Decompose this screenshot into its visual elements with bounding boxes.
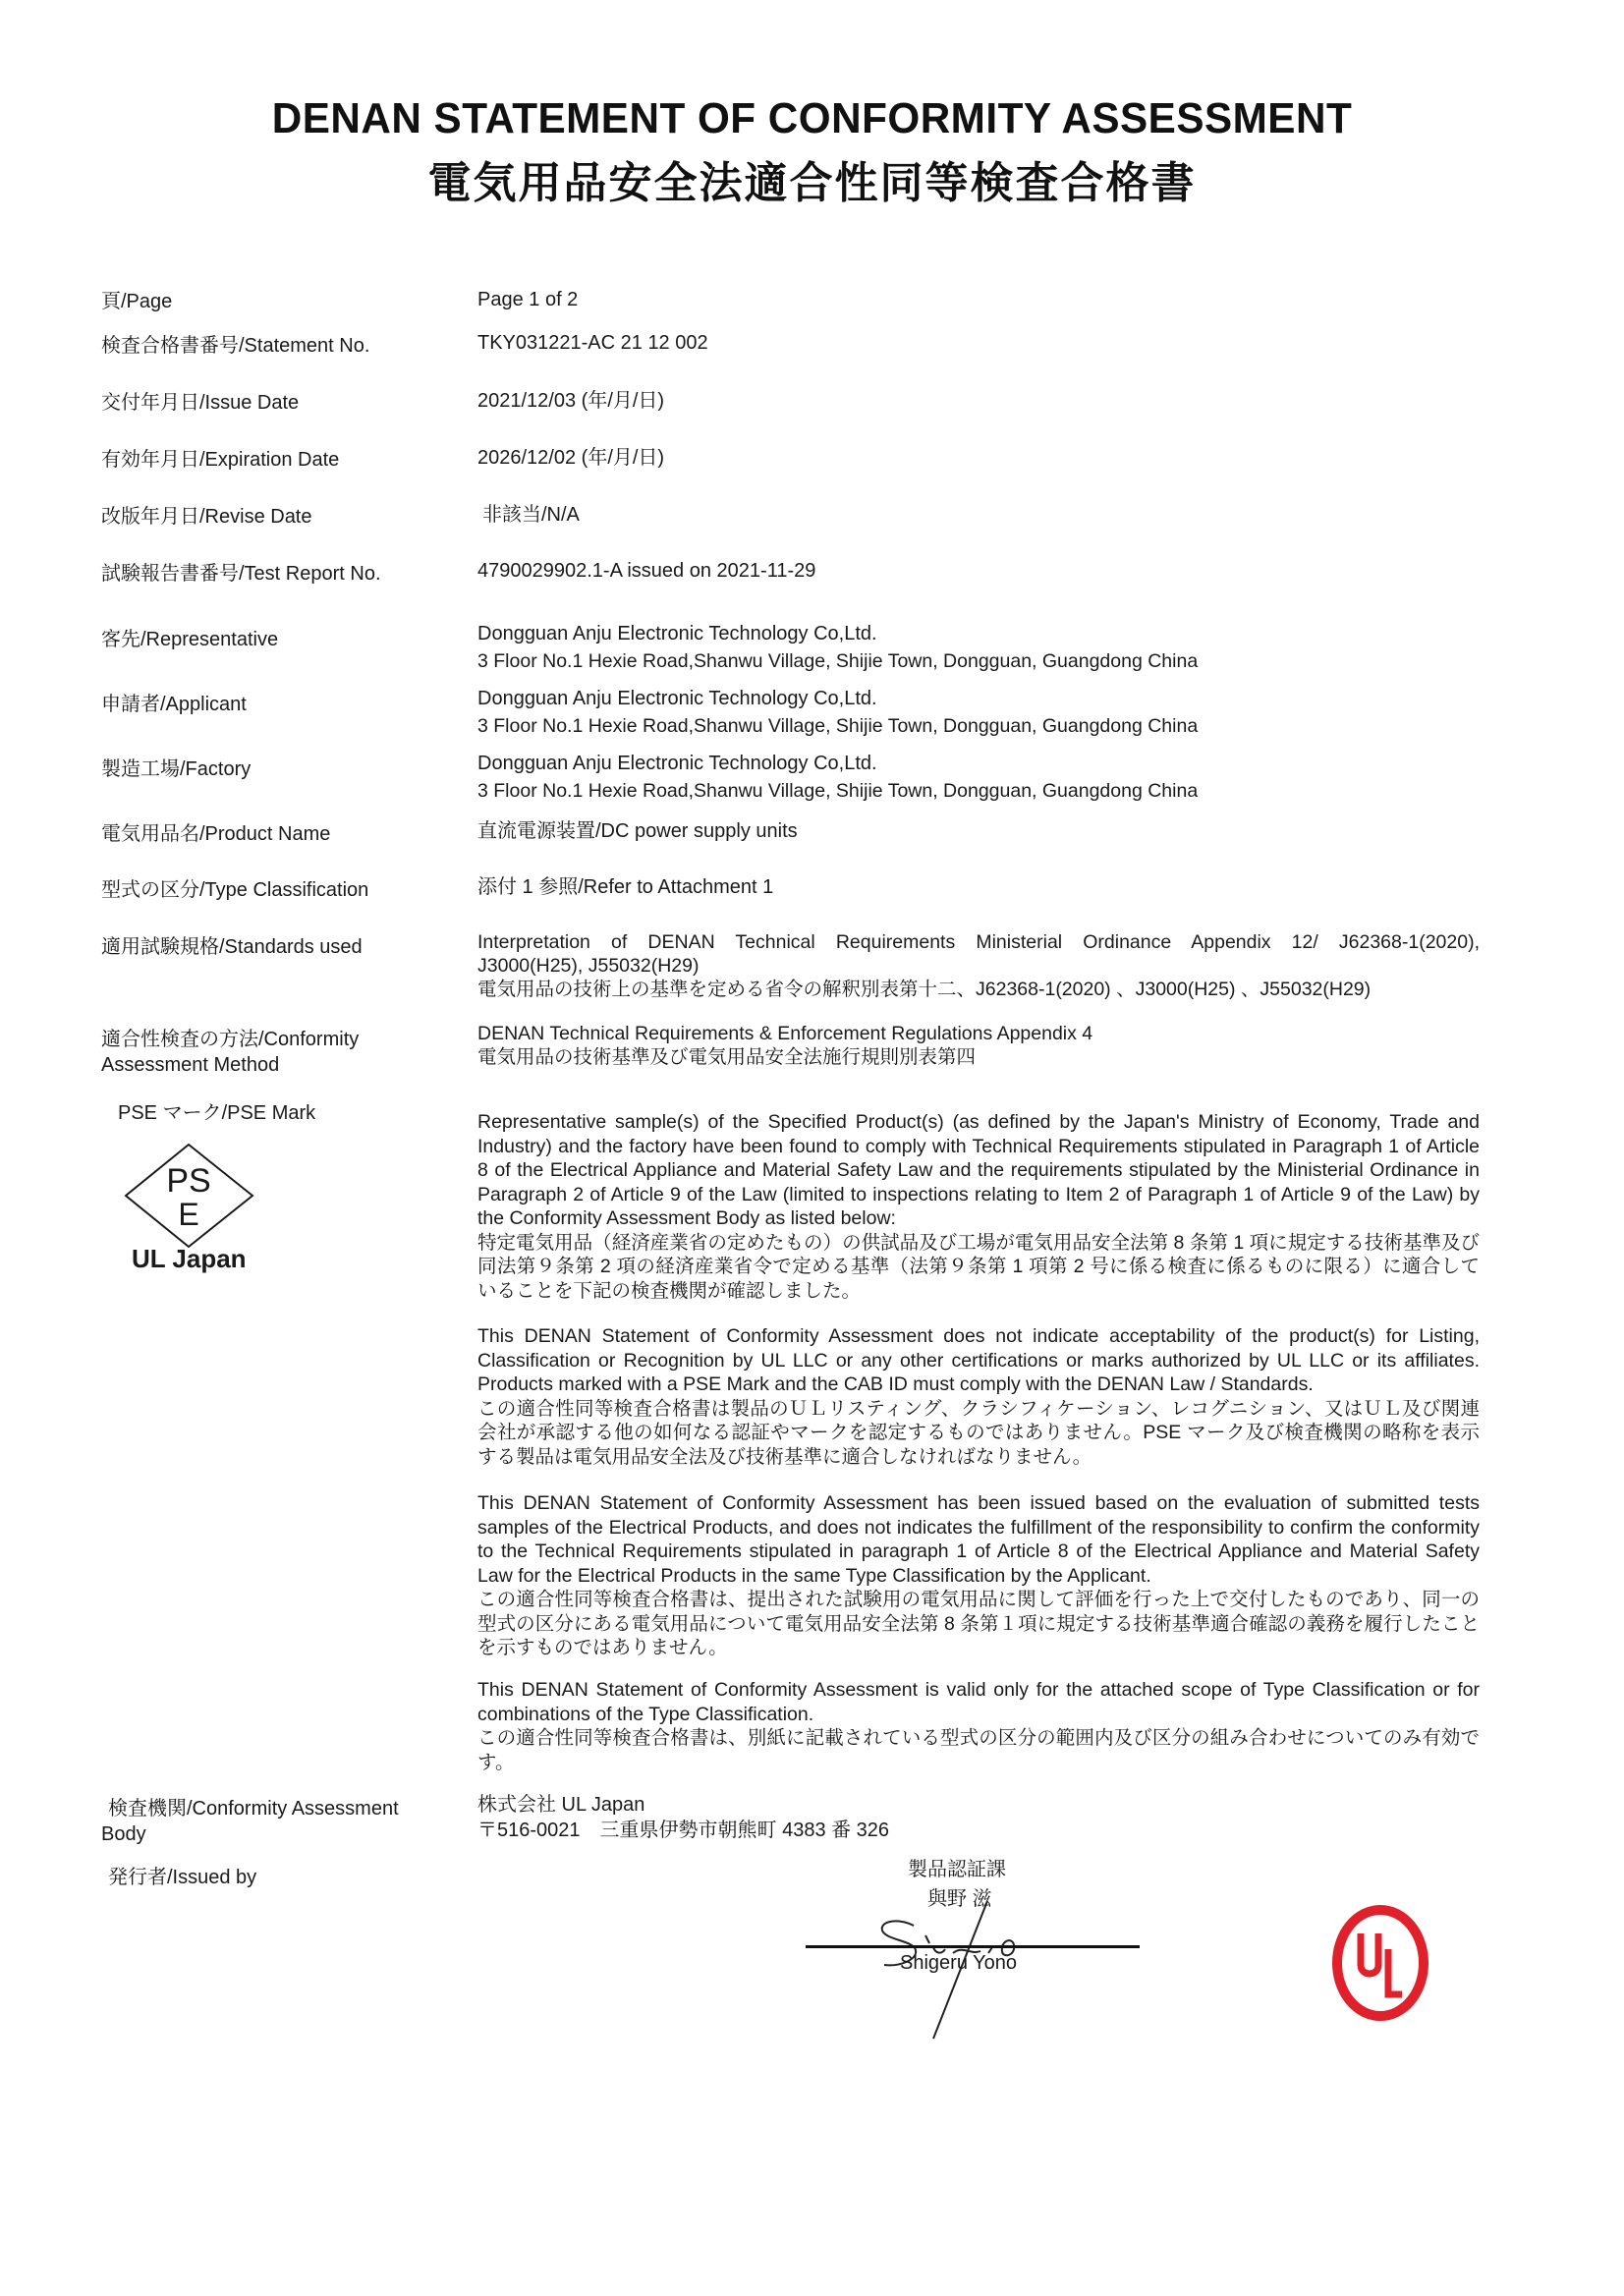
statement-paragraph-2 <box>477 1324 1480 1469</box>
standards-line-3: 電気用品の技術上の基準を定める省令の解釈別表第十二、J62368-1(2020) 、J3000(H25) 、J55032(H29) <box>477 979 1372 1000</box>
method-line-1: DENAN Technical Requirements & Enforcement Regulations Appendix 4 <box>477 1023 1093 1044</box>
field-value-issue-date: 2021/12/03 (年/月/日) <box>477 390 665 412</box>
field-value-test-report-no: 4790029902.1-A issued on 2021-11-29 <box>477 560 816 582</box>
ul-logo-icon <box>1331 1904 1429 2022</box>
field-value-type-classification: 添付 1 参照/Refer to Attachment 1 <box>477 876 774 898</box>
field-label-body-1: 検査機関/Conformity Assessment <box>108 1798 399 1820</box>
statement-paragraph-4 <box>477 1678 1480 1774</box>
pse-mark-label: PSE マーク/PSE Mark <box>118 1102 316 1124</box>
paragraph-1-jp: 特定電気用品（経済産業省の定めたもの）の供試品及び工場が電気用品安全法第 8 条第 1 項に規定する技術基準及び同法第９条第 2 項の経済産業省令で定める基準（法第９条第 1 項第 2 号に係る検査に係るものに限る）に適合していることを下記の検査機関が確認しました。 <box>477 1231 1480 1302</box>
field-value-statement-no: TKY031221-AC 21 12 002 <box>477 332 708 354</box>
standards-line-2: J3000(H25), J55032(H29) <box>477 955 700 977</box>
document-title-jp: 電気用品安全法適合性同等検査合格書 <box>427 159 1197 207</box>
factory-address: 3 Floor No.1 Hexie Road,Shanwu Village, Shijie Town, Dongguan, Guangdong China <box>477 780 1199 802</box>
field-label-representative: 客先/Representative <box>101 629 279 650</box>
body-address: 〒516-0021 三重県伊勢市朝熊町 4383 番 326 <box>477 1820 890 1841</box>
paragraph-1-en: Representative sample(s) of the Specified Product(s) (as defined by the Japan's Ministry of Economy, Trade and Industry) and the factory have been found to comply with Technical Requirements stipulated in Paragraph 1 of Article 8 of the Electrical Appliance and Material Safety Law and the requirements stipulated by the Ministerial Ordinance in Paragraph 2 of Article 9 of the Law (limited to inspections relating to Item 2 of Paragraph 1 of Article 9 of the Law) by the Conformity Assessment Body as listed below: <box>477 1111 1480 1229</box>
pse-issuer-label: UL Japan <box>132 1244 247 1273</box>
applicant-address: 3 Floor No.1 Hexie Road,Shanwu Village, Shijie Town, Dongguan, Guangdong China <box>477 715 1199 737</box>
field-value-page: Page 1 of 2 <box>477 289 579 310</box>
field-label-revise-date: 改版年月日/Revise Date <box>101 506 312 528</box>
paragraph-4-en: This DENAN Statement of Conformity Assessment is valid only for the attached scope of Type Classification or for combinations of the Type Classification. <box>477 1679 1480 1725</box>
issuer-department: 製品認証課 <box>908 1859 1006 1880</box>
representative-address: 3 Floor No.1 Hexie Road,Shanwu Village, Shijie Town, Dongguan, Guangdong China <box>477 650 1199 672</box>
representative-name: Dongguan Anju Electronic Technology Co,Ltd. <box>477 623 877 644</box>
document-title-en: DENAN STATEMENT OF CONFORMITY ASSESSMENT <box>271 94 1353 142</box>
standards-line-1: Interpretation of DENAN Technical Requirements Ministerial Ordinance Appendix 12/ J62368-1(2020), <box>477 931 1480 953</box>
pse-mark-bottom-text: E <box>178 1197 199 1232</box>
field-value-expiration-date: 2026/12/02 (年/月/日) <box>477 447 665 469</box>
field-label-issue-date: 交付年月日/Issue Date <box>101 392 300 414</box>
field-label-statement-no: 検査合格書番号/Statement No. <box>101 335 370 357</box>
field-label-factory: 製造工場/Factory <box>101 758 252 780</box>
paragraph-3-en: This DENAN Statement of Conformity Assessment has been issued based on the evaluation of submitted tests samples of the Electrical Products, and does not indicates the fulfillment of the responsibility to confirm the conformity to the Technical Requirements stipulated in paragraph 1 of Article 8 of the Electrical Appliance and Material Safety Law for the Electrical Products in the same Type Classification by the Applicant. <box>477 1492 1480 1587</box>
field-label-expiration-date: 有効年月日/Expiration Date <box>101 449 340 471</box>
field-value-revise-date: 非該当/N/A <box>482 504 580 526</box>
paragraph-2-en: This DENAN Statement of Conformity Assessment does not indicate acceptability of the product(s) for Listing, Classification or Recognition by UL LLC or any other certifications or marks authorized by UL LLC or its affiliates. Products marked with a PSE Mark and the CAB ID must comply with the DENAN Law / Standards. <box>477 1325 1480 1395</box>
statement-paragraph-1 <box>477 1110 1480 1303</box>
field-label-applicant: 申請者/Applicant <box>101 694 247 715</box>
field-label-product-name: 電気用品名/Product Name <box>101 823 331 845</box>
method-line-2: 電気用品の技術基準及び電気用品安全法施行規則別表第四 <box>477 1046 977 1068</box>
field-label-method-1: 適合性検査の方法/Conformity <box>101 1029 360 1050</box>
body-name: 株式会社 UL Japan <box>477 1794 645 1816</box>
paragraph-2-jp: この適合性同等検査合格書は製品のＵＬリスティング、クラシフィケーション、レコグニション、又はＵＬ及び関連会社が承認する他の如何なる認証やマークを認定するものではありません。PSE マーク及び検査機関の略称を表示する製品は電気用品安全法及び技術基準に適合しなければなりません。 <box>477 1397 1480 1468</box>
field-label-issued-by: 発行者/Issued by <box>108 1867 257 1888</box>
field-label-standards: 適用試験規格/Standards used <box>101 936 363 958</box>
applicant-name: Dongguan Anju Electronic Technology Co,Ltd. <box>477 688 877 709</box>
pse-mark-top-text: PS <box>166 1162 211 1200</box>
field-label-page: 頁/Page <box>101 291 173 312</box>
paragraph-3-jp: この適合性同等検査合格書は、提出された試験用の電気用品に関して評価を行った上で交付したものであり、同一の型式の区分にある電気用品について電気用品安全法第 8 条第１項に規定する技術基準適合確認の義務を履行したことを示すものではありません。 <box>477 1589 1480 1658</box>
signature-block <box>806 1847 1199 2044</box>
issuer-name-en: Shigeru Yono <box>900 1952 1018 1974</box>
factory-name: Dongguan Anju Electronic Technology Co,Ltd. <box>477 753 877 774</box>
field-label-test-report-no: 試験報告書番号/Test Report No. <box>101 563 381 585</box>
field-value-product-name: 直流電源装置/DC power supply units <box>477 820 798 842</box>
field-label-method-2: Assessment Method <box>101 1054 280 1076</box>
pse-mark-icon <box>123 1143 255 1249</box>
issuer-name-jp: 與野 滋 <box>927 1888 992 1910</box>
statement-paragraph-3 <box>477 1491 1480 1660</box>
signature-line <box>806 1945 1140 1948</box>
field-label-body-2: Body <box>101 1823 146 1845</box>
paragraph-4-jp: この適合性同等検査合格書は、別紙に記載されている型式の区分の範囲内及び区分の組み合わせについてのみ有効です。 <box>477 1727 1480 1773</box>
field-label-type-classification: 型式の区分/Type Classification <box>101 879 369 901</box>
